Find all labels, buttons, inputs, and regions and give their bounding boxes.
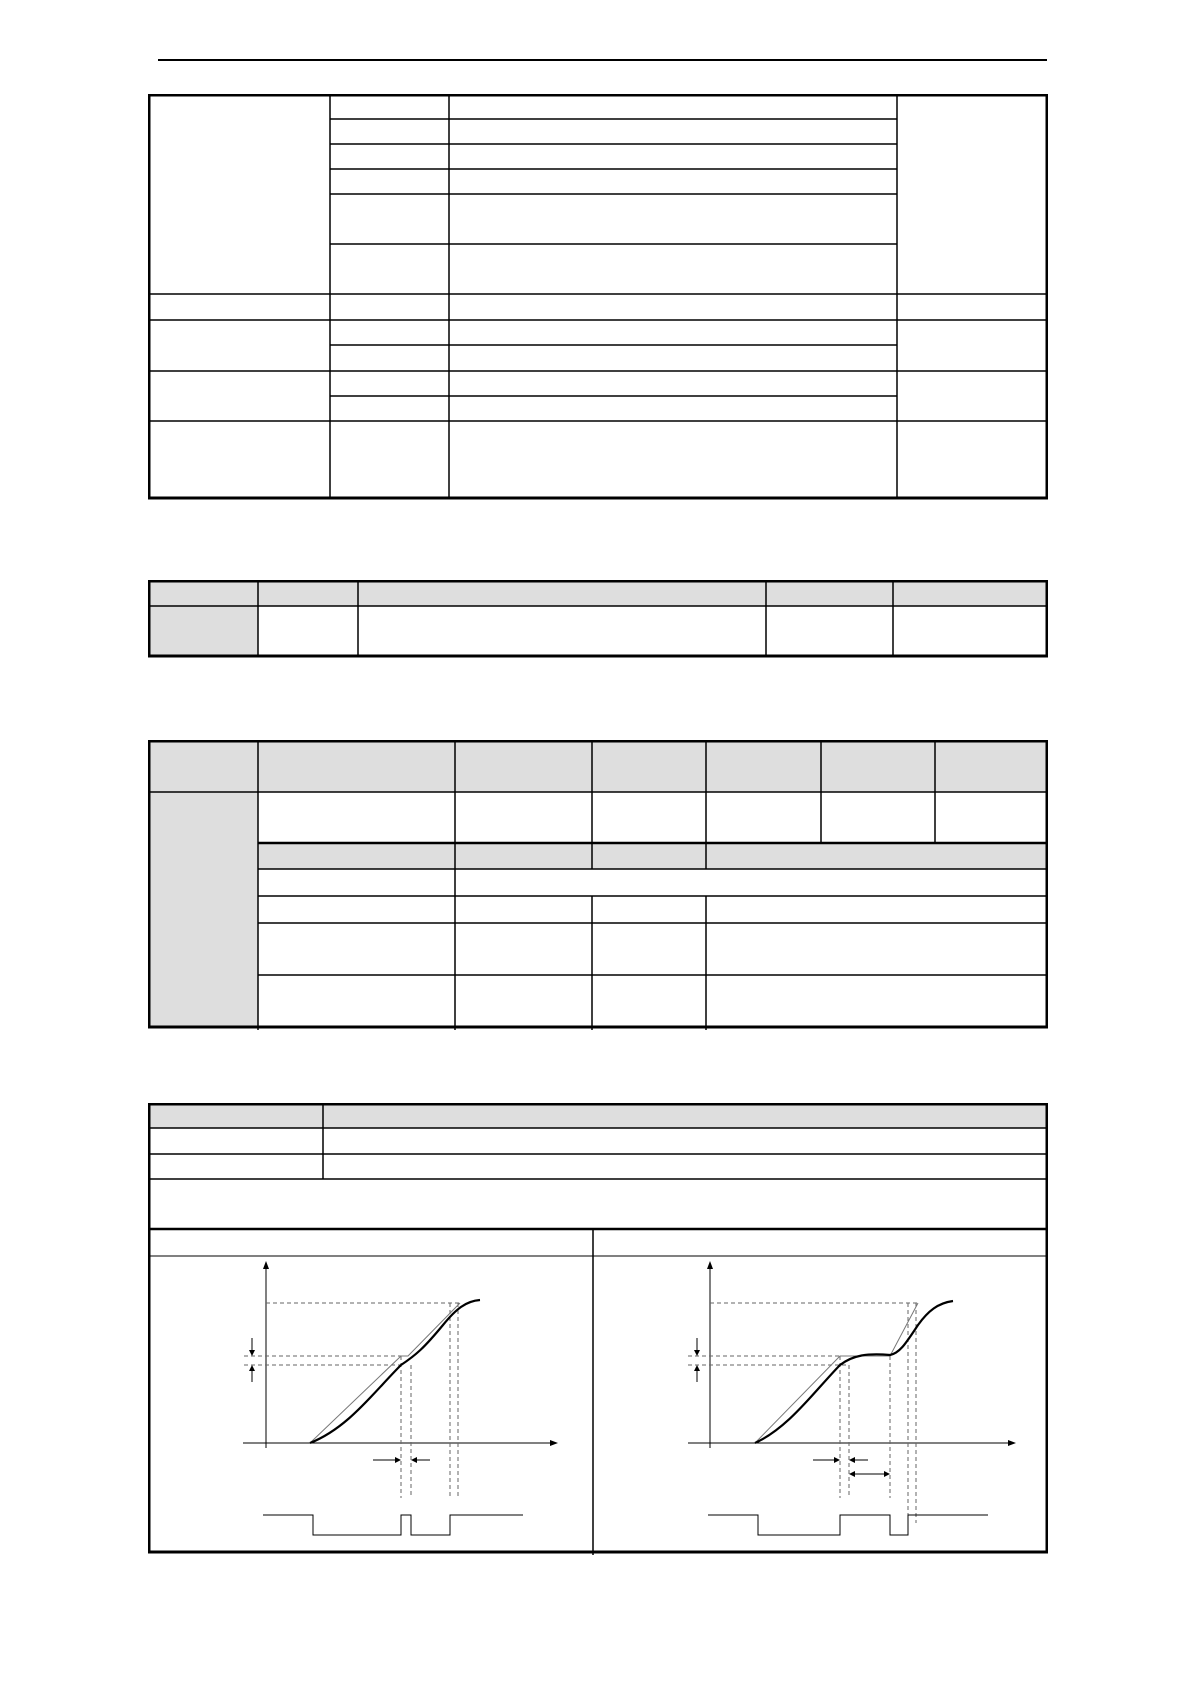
parameter-table-1: [148, 94, 1048, 500]
parameter-table-3: [148, 740, 1048, 1030]
parameter-table-4: [148, 1103, 1048, 1555]
parameter-table-2: [148, 580, 1048, 658]
figure-left: [243, 1261, 558, 1535]
figure-right: [688, 1261, 1016, 1535]
page-header-rule: [158, 59, 1047, 61]
